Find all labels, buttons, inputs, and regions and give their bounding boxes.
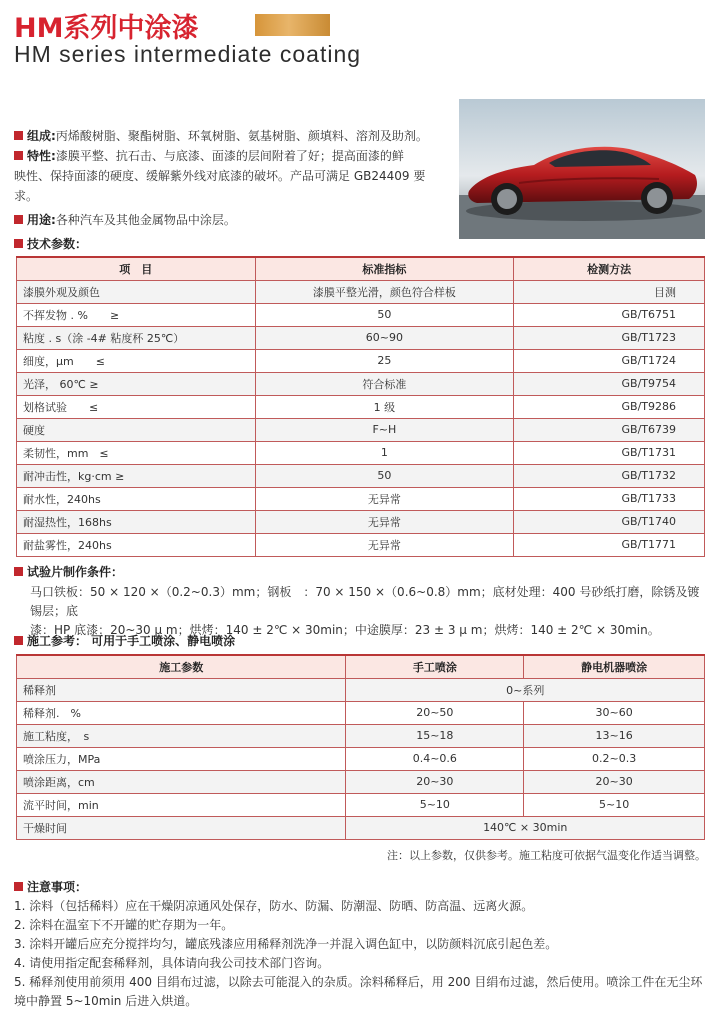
item-cell: 不挥发物 . % ≥ bbox=[17, 303, 256, 326]
param-cell: 喷涂距离，cm bbox=[17, 770, 346, 793]
table-row bbox=[17, 372, 705, 395]
bullet-icon bbox=[14, 567, 23, 576]
method-cell: GB/T1733 bbox=[514, 487, 705, 510]
header-param: 施工参数 bbox=[17, 655, 346, 678]
standard-cell: 符合标准 bbox=[255, 372, 514, 395]
table-row bbox=[17, 418, 705, 441]
method-cell: GB/T1771 bbox=[514, 533, 705, 556]
table-row bbox=[17, 395, 705, 418]
standard-cell: 无异常 bbox=[255, 487, 514, 510]
method-cell: GB/T9754 bbox=[514, 372, 705, 395]
table-row bbox=[17, 747, 705, 770]
standard-cell: F~H bbox=[255, 418, 514, 441]
table-row bbox=[17, 464, 705, 487]
item-cell: 划格试验 ≤ bbox=[17, 395, 256, 418]
param-cell: 干燥时间 bbox=[17, 816, 346, 839]
table-row bbox=[17, 487, 705, 510]
method-cell: GB/T6739 bbox=[514, 418, 705, 441]
param-cell: 施工粘度， s bbox=[17, 724, 346, 747]
sample-line-1: 马口铁板：50 × 120 ×（0.2~0.3）mm；钢板 ：70 × 150 ×（0.6~0.8）mm；底材处理：400 号砂纸打磨，除锈及镀锡层；底 bbox=[30, 585, 700, 618]
table-row bbox=[17, 724, 705, 747]
manual-cell: 20~50 bbox=[346, 701, 524, 724]
page-title: HM系列中涂漆 bbox=[14, 13, 199, 44]
composition-line: 组成:丙烯酸树脂、聚酯树脂、环氧树脂、氨基树脂、颜填料、溶剂及助剂。 bbox=[14, 126, 454, 146]
table-row bbox=[17, 349, 705, 372]
manual-cell: 15~18 bbox=[346, 724, 524, 747]
usage-line: 用途:各种汽车及其他金属物品中涂层。 bbox=[14, 210, 454, 230]
table-row bbox=[17, 793, 705, 816]
product-intro bbox=[14, 126, 454, 230]
construction-section-title: 施工参考： 可用于手工喷涂、静电喷涂 bbox=[14, 632, 235, 649]
manual-cell: 20~30 bbox=[346, 770, 524, 793]
method-cell: GB/T9286 bbox=[514, 395, 705, 418]
manual-cell: 5~10 bbox=[346, 793, 524, 816]
standard-cell: 漆膜平整光滑，颜色符合样板 bbox=[255, 280, 514, 303]
bullet-icon bbox=[14, 215, 23, 224]
table-row bbox=[17, 533, 705, 556]
header-item: 项 目 bbox=[17, 257, 256, 280]
standard-cell: 50 bbox=[255, 464, 514, 487]
caution-item: 1. 涂料（包括稀料）应在干燥阴凉通风处保存，防水、防漏、防潮湿、防晒、防高温、远离火源。 bbox=[14, 899, 534, 913]
electrostatic-cell: 13~16 bbox=[524, 724, 705, 747]
standard-cell: 无异常 bbox=[255, 533, 514, 556]
item-cell: 细度，μm ≤ bbox=[17, 349, 256, 372]
table-header-row bbox=[17, 655, 705, 678]
caution-item: 境中静置 5~10min 后进入烘道。 bbox=[14, 994, 198, 1008]
method-cell: GB/T1724 bbox=[514, 349, 705, 372]
method-cell: GB/T1723 bbox=[514, 326, 705, 349]
construction-table bbox=[16, 654, 705, 840]
page-subtitle: HM series intermediate coating bbox=[14, 41, 362, 67]
table-row bbox=[17, 441, 705, 464]
header-method: 检测方法 bbox=[514, 257, 705, 280]
item-cell: 光泽， 60℃ ≥ bbox=[17, 372, 256, 395]
item-cell: 硬度 bbox=[17, 418, 256, 441]
electrostatic-cell: 0.2~0.3 bbox=[524, 747, 705, 770]
table-row bbox=[17, 678, 705, 701]
standard-cell: 25 bbox=[255, 349, 514, 372]
features-line: 特性:漆膜平整、抗石击、与底漆、面漆的层间附着了好；提高面漆的鲜 bbox=[14, 146, 454, 166]
title-accent-bar bbox=[255, 14, 330, 36]
table-row bbox=[17, 280, 705, 303]
method-cell: GB/T1732 bbox=[514, 464, 705, 487]
header-standard: 标准指标 bbox=[255, 257, 514, 280]
electrostatic-cell: 30~60 bbox=[524, 701, 705, 724]
electrostatic-cell: 5~10 bbox=[524, 793, 705, 816]
table-row bbox=[17, 701, 705, 724]
item-cell: 柔韧性，mm ≤ bbox=[17, 441, 256, 464]
table-header-row bbox=[17, 257, 705, 280]
method-cell: GB/T1740 bbox=[514, 510, 705, 533]
param-cell: 流平时间，min bbox=[17, 793, 346, 816]
item-cell: 耐盐雾性，240hs bbox=[17, 533, 256, 556]
item-cell: 耐湿热性，168hs bbox=[17, 510, 256, 533]
caution-item: 5. 稀释剂使用前须用 400 目绢布过滤，以除去可能混入的杂质。涂料稀释后，用 200 目绢布过滤，然后使用。喷涂工件在无尘环 bbox=[14, 975, 703, 989]
caution-item: 3. 涂料开罐后应充分搅拌均匀，罐底残漆应用稀释剂洗净一并混入调色缸中，以防颜料沉底引起色差。 bbox=[14, 937, 558, 951]
table-row bbox=[17, 816, 705, 839]
car-image bbox=[459, 99, 705, 239]
standard-cell: 60~90 bbox=[255, 326, 514, 349]
features-line-2: 映性、保持面漆的硬度、缓解紫外线对底漆的破坏。产品可满足 GB24409 要 bbox=[14, 169, 426, 183]
standard-cell: 1 bbox=[255, 441, 514, 464]
table-row bbox=[17, 510, 705, 533]
standard-cell: 50 bbox=[255, 303, 514, 326]
table-row bbox=[17, 303, 705, 326]
sample-section-title: 试验片制作条件： bbox=[14, 563, 123, 580]
param-cell: 稀释剂. % bbox=[17, 701, 346, 724]
method-cell: 目测 bbox=[514, 280, 705, 303]
value-cell: 0~系列 bbox=[346, 678, 705, 701]
bullet-icon bbox=[14, 882, 23, 891]
method-cell: GB/T1731 bbox=[514, 441, 705, 464]
bullet-icon bbox=[14, 636, 23, 645]
construction-note: 注：以上参数，仅供参考。施工粘度可依据气温变化作适当调整。 bbox=[387, 849, 706, 862]
table-row bbox=[17, 326, 705, 349]
features-line-3: 求。 bbox=[14, 189, 39, 203]
caution-list bbox=[14, 897, 714, 1011]
item-cell: 粘度 . s（涂 -4# 粘度杯 25℃） bbox=[17, 326, 256, 349]
bullet-icon bbox=[14, 151, 23, 160]
bullet-icon bbox=[14, 239, 23, 248]
manual-cell: 0.4~0.6 bbox=[346, 747, 524, 770]
tech-table bbox=[16, 256, 705, 557]
caution-title: 注意事项： bbox=[14, 878, 714, 897]
header-manual: 手工喷涂 bbox=[346, 655, 524, 678]
param-cell: 喷涂压力，MPa bbox=[17, 747, 346, 770]
table-row bbox=[17, 770, 705, 793]
sample-line-2: 漆：HP 底漆：20~30 μ m；烘烤：140 ± 2℃ × 30min；中途膜厚：23 ± 3 μ m；烘烤：140 ± 2℃ × 30min。 bbox=[30, 623, 660, 637]
header-electrostatic: 静电机器喷涂 bbox=[524, 655, 705, 678]
standard-cell: 1 级 bbox=[255, 395, 514, 418]
item-cell: 耐水性，240hs bbox=[17, 487, 256, 510]
tech-section-title: 技术参数： bbox=[14, 235, 87, 252]
bullet-icon bbox=[14, 131, 23, 140]
caution-section bbox=[14, 878, 714, 1011]
value-cell: 140℃ × 30min bbox=[346, 816, 705, 839]
param-cell: 稀释剂 bbox=[17, 678, 346, 701]
item-cell: 漆膜外观及颜色 bbox=[17, 280, 256, 303]
item-cell: 耐冲击性，kg·cm ≥ bbox=[17, 464, 256, 487]
electrostatic-cell: 20~30 bbox=[524, 770, 705, 793]
caution-item: 4. 请使用指定配套稀释剂，具体请向我公司技术部门咨询。 bbox=[14, 956, 330, 970]
method-cell: GB/T6751 bbox=[514, 303, 705, 326]
caution-item: 2. 涂料在温室下不开罐的贮存期为一年。 bbox=[14, 918, 234, 932]
standard-cell: 无异常 bbox=[255, 510, 514, 533]
